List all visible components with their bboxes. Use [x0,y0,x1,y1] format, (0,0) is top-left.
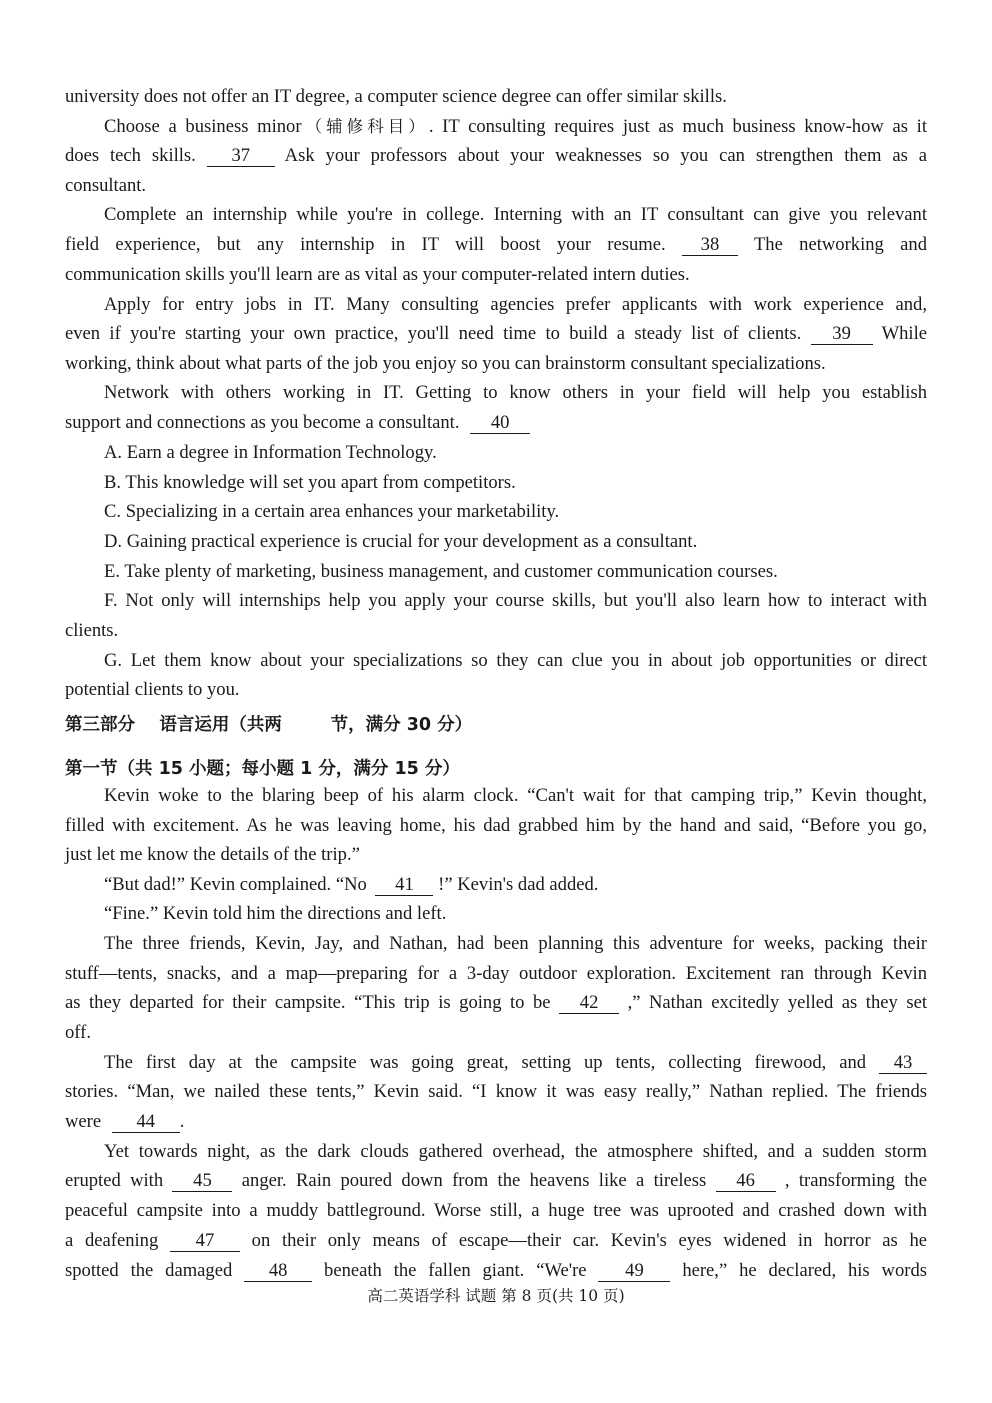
text-line: even if you're starting your own practice, you'll need time to build a steady list of clients. 39 While [65,323,927,344]
answer-blank-48[interactable]: 48 [244,1261,312,1282]
option-e: E. Take plenty of marketing, business management, and customer communication courses. [104,561,778,582]
answer-blank-44[interactable]: 44 [112,1112,180,1133]
text-line: Complete an internship while you're in college. Interning with an IT consultant can give you relevant [104,204,927,225]
text-line: “But dad!” Kevin complained. “No 41 !” Kevin's dad added. [104,874,599,895]
answer-blank-45[interactable]: 45 [172,1171,232,1192]
text-line: Kevin woke to the blaring beep of his alarm clock. “Can't wait for that camping trip,” Kevin thought, [104,785,927,806]
option-a: A. Earn a degree in Information Technology. [104,442,437,463]
text-line: spotted the damaged 48 beneath the fallen giant. “We're 49 here,” he declared, his words [65,1260,927,1281]
text-line: just let me know the details of the trip.” [65,844,360,865]
text-line: Network with others working in IT. Getting to know others in your field will help you establish [104,382,927,403]
answer-blank-37[interactable]: 37 [207,146,275,167]
text-line: support and connections as you become a consultant. 40 [65,408,927,438]
answer-blank-40[interactable]: 40 [470,413,530,434]
text-line: consultant. [65,175,147,196]
text-line: Yet towards night, as the dark clouds gathered overhead, the atmosphere shifted, and a sudden storm [104,1141,927,1162]
text-line: filled with excitement. As he was leaving home, his dad grabbed him by the hand and said, “Before you go, [65,815,927,836]
text-line: erupted with 45 anger. Rain poured down from the heavens like a tireless 46 , transforming the [65,1170,927,1191]
text-line: working, think about what parts of the job you enjoy so you can brainstorm consultant specializations. [65,353,826,374]
option-g: G. Let them know about your specializations so they can clue you in about job opportunities or direct [104,650,927,671]
text-line: peaceful campsite into a muddy battleground. Worse still, a huge tree was uprooted and crashed down with [65,1200,927,1221]
answer-blank-41[interactable]: 41 [375,875,433,896]
text-line: communication skills you'll learn are as vital as your computer-related intern duties. [65,264,690,285]
text-line: does tech skills. 37 Ask your professors about your weaknesses so you can strengthen them as a [65,145,928,166]
answer-blank-46[interactable]: 46 [716,1171,776,1192]
text-line: university does not offer an IT degree, a computer science degree can offer similar skills. [65,86,727,107]
answer-blank-47[interactable]: 47 [170,1231,240,1252]
text-line: The first day at the campsite was going great, setting up tents, collecting firewood, and 43 [104,1048,927,1078]
text-line: “Fine.” Kevin told him the directions and left. [104,903,447,924]
answer-blank-42[interactable]: 42 [559,993,619,1014]
text-line: field experience, but any internship in IT will boost your resume. 38 The networking and [65,234,928,255]
option-f-cont: clients. [65,620,119,641]
option-d: D. Gaining practical experience is crucial for your development as a consultant. [104,531,698,552]
option-b: B. This knowledge will set you apart from competitors. [104,472,516,493]
text-line: stories. “Man, we nailed these tents,” Kevin said. “I know it was easy really,” Nathan replied. The friends [65,1081,927,1102]
text-line: Apply for entry jobs in IT. Many consulting agencies prefer applicants with work experience and, [104,294,927,315]
text-line: off. [65,1022,91,1043]
text-line: a deafening 47 on their only means of escape—their car. Kevin's eyes widened in horror as he [65,1230,927,1251]
answer-blank-43[interactable]: 43 [879,1053,927,1074]
text-line: Choose a business minor（辅修科目）. IT consulting requires just as much business know-how as it [104,116,927,137]
option-f: F. Not only will internships help you apply your course skills, but you'll also learn how to interact with [104,590,927,611]
answer-blank-39[interactable]: 39 [811,324,873,345]
answer-blank-38[interactable]: 38 [682,235,738,256]
text-line: stuff—tents, snacks, and a map—preparing for a 3-day outdoor exploration. Excitement ran through Kevin [65,963,927,984]
text-line: were 44 . [65,1111,185,1132]
text-line: The three friends, Kevin, Jay, and Nathan, had been planning this adventure for weeks, packing their [104,933,927,954]
part-three-heading: 第三部分 语言运用（共两 节，满分 30 分） [65,715,473,735]
option-c: C. Specializing in a certain area enhances your marketability. [104,501,560,522]
answer-blank-49[interactable]: 49 [598,1261,670,1282]
page-footer: 高二英语学科 试题 第 8 页(共 10 页) [367,1287,625,1305]
section-one-heading: 第一节（共 15 小题；每小题 1 分，满分 15 分） [65,759,460,779]
option-g-cont: potential clients to you. [65,679,240,700]
text-line: as they departed for their campsite. “This trip is going to be 42 ,” Nathan excitedly yelled as they set [65,992,927,1013]
